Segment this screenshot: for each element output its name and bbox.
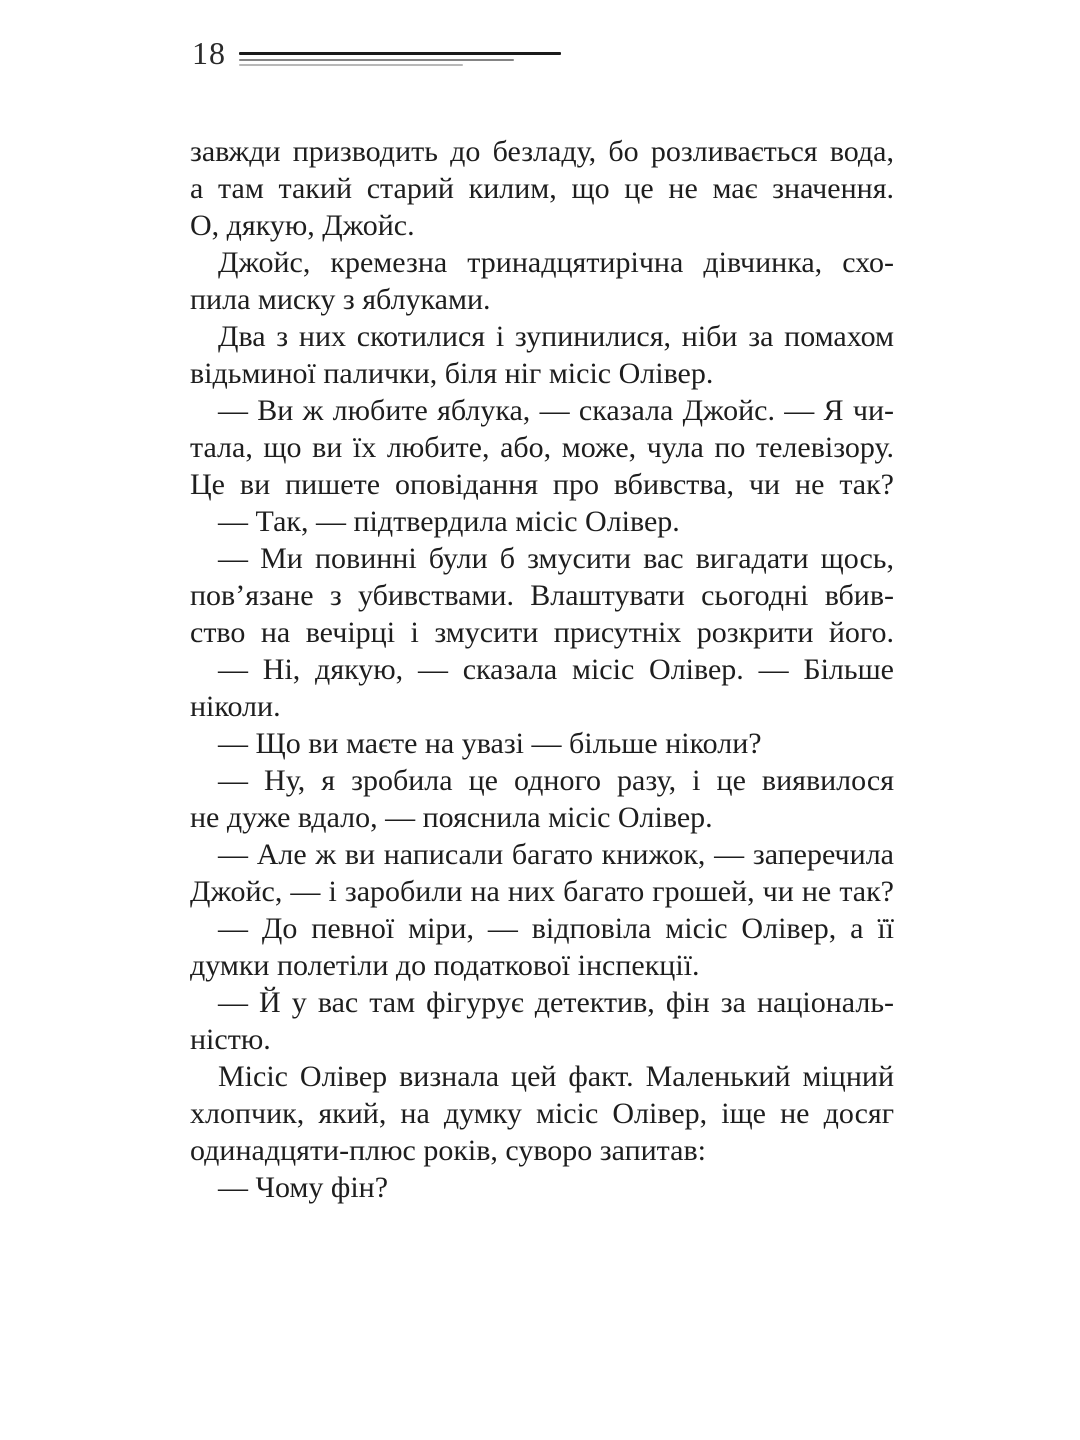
text-line: Джойс, — і заробили на них багато грошей, чи не так? — [190, 875, 894, 908]
text-line: — Що ви маєте на увазі — більше ніколи? — [218, 727, 762, 760]
paragraph — [190, 133, 894, 244]
text-line: не дуже вдало, — пояснила місіс Олівер. — [190, 801, 713, 834]
text-line: — Але ж ви написали багато книжок, — заперечила — [218, 838, 894, 871]
text-line: пов’язане з убивствами. Влаштувати сьогодні вбив- — [190, 579, 894, 612]
text-line: — Ви ж любите яблука, — сказала Джойс. — Я чи- — [218, 394, 894, 427]
paragraph — [190, 244, 894, 318]
text-line: Два з них скотилися і зупинилися, ніби за помахом — [218, 320, 894, 353]
text-line: одинадцяти-плюс років, суворо запитав: — [190, 1134, 706, 1167]
text-line: — До певної міри, — відповіла місіс Олівер, а її — [218, 912, 894, 945]
paragraph — [190, 651, 894, 725]
text-line: — Так, — підтвердила місіс Олівер. — [218, 505, 680, 538]
paragraph — [190, 318, 894, 392]
paragraph — [190, 503, 894, 540]
paragraph — [190, 836, 894, 910]
text-line: а там такий старий килим, що це не має значення. — [190, 172, 894, 205]
text-line: Це ви пишете оповідання про вбивства, чи не так? — [190, 468, 894, 501]
text-line: ство на вечірці і змусити присутніх розкрити його. — [190, 616, 894, 649]
text-line: завжди призводить до безладу, бо розливається вода, — [190, 135, 894, 168]
text-line: — Ну, я зробила це одного разу, і це виявилося — [218, 764, 894, 797]
text-line: — Чому фін? — [218, 1171, 389, 1204]
text-line: — Й у вас там фігурує детектив, фін за національ- — [218, 986, 894, 1019]
header-ornament — [239, 52, 569, 68]
ornament-rule-top — [239, 52, 561, 55]
page-number: 18 — [192, 35, 226, 71]
paragraph — [190, 1058, 894, 1169]
text-line: пила миску з яблуками. — [190, 283, 491, 316]
text-line: О, дякую, Джойс. — [190, 209, 415, 242]
text-line: Місіс Олівер визнала цей факт. Маленький міцний — [218, 1060, 894, 1093]
text-line: тала, що ви їх любите, або, може, чула по телевізору. — [190, 431, 894, 464]
text-block — [190, 133, 894, 1206]
paragraph — [190, 392, 894, 503]
text-line: Джойс, кремезна тринадцятирічна дівчинка, схо- — [218, 246, 894, 279]
paragraph — [190, 910, 894, 984]
paragraph — [190, 725, 894, 762]
text-line: — Ми повинні були б змусити вас вигадати щось, — [218, 542, 894, 575]
ornament-rule-bottom — [239, 64, 463, 66]
paragraph — [190, 984, 894, 1058]
text-line: хлопчик, який, на думку місіс Олівер, іще не досяг — [190, 1097, 894, 1130]
text-line: відьминої палички, біля ніг місіс Олівер. — [190, 357, 714, 390]
text-line: ністю. — [190, 1023, 271, 1056]
text-line: ніколи. — [190, 690, 281, 723]
paragraph — [190, 762, 894, 836]
paragraph — [190, 540, 894, 651]
text-line: — Ні, дякую, — сказала місіс Олівер. — Більше — [218, 653, 894, 686]
paragraph — [190, 1169, 894, 1206]
ornament-rule-middle — [239, 59, 514, 61]
text-line: думки полетіли до податкової інспекції. — [190, 949, 700, 982]
